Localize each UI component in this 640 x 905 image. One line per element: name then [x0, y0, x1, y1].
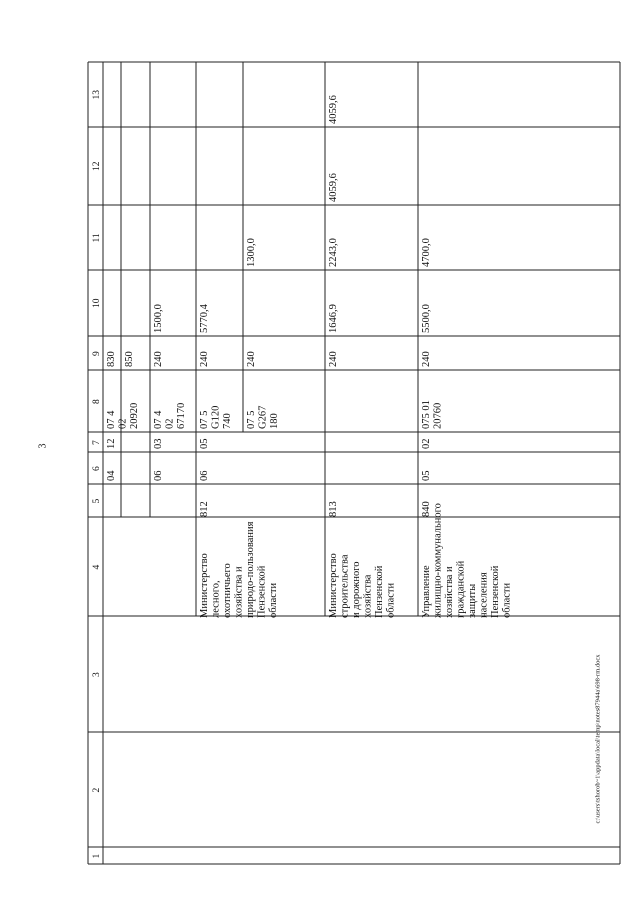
cell-r2-s1-col8 — [199, 406, 233, 429]
column-number-8-text: 8 — [92, 399, 102, 404]
column-number-8 — [92, 399, 102, 404]
cell-r2-s2-col8 — [246, 406, 280, 429]
cell-r1-s2-col9-text: 850 — [124, 351, 135, 367]
cell-r2-s2-col8-text: 07 5G267180 — [246, 405, 280, 429]
column-number-10 — [92, 298, 102, 308]
footer-file-path: c:\users\tshorob~1\appdata\local\temp\notes87944a\698-rm.docx — [594, 654, 602, 824]
column-number-5 — [92, 499, 102, 504]
cell-r3-s1-col12 — [328, 173, 339, 202]
cell-r3-s1-col9-text: 240 — [328, 351, 339, 367]
cell-r1-s1-col9 — [106, 351, 117, 367]
cell-r4-s1-col8-text: 075 0120760 — [421, 400, 444, 429]
cell-r4-s1-col6 — [421, 471, 432, 482]
department-code-2 — [199, 501, 210, 517]
column-number-1 — [92, 854, 102, 859]
cell-r4-s1-col10 — [421, 304, 432, 333]
cell-r1-s1-col8 — [106, 403, 140, 429]
department-code-2-text: 812 — [199, 501, 210, 517]
cell-r1-s3-col9 — [153, 351, 164, 367]
entity-name-2 — [199, 521, 279, 618]
cell-r4-s1-col7-text: 02 — [421, 438, 432, 449]
cell-r1-s3-col10 — [153, 304, 164, 333]
cell-r2-s1-col6 — [199, 471, 210, 482]
department-code-3-text: 813 — [328, 501, 339, 517]
cell-r1-s3-col6-text: 06 — [153, 470, 164, 481]
column-number-1-text: 1 — [92, 853, 102, 859]
cell-r2-s1-col6-text: 06 — [199, 470, 210, 481]
entity-name-3-text: Министерствостроительстваи дорожногохозяйстваПензенскойобласти — [328, 553, 397, 618]
budget-table — [88, 62, 620, 864]
cell-r4-s1-col8 — [421, 400, 444, 429]
column-number-13-text: 13 — [92, 90, 102, 100]
column-number-3 — [92, 672, 102, 677]
cell-r1-s3-col6 — [153, 471, 164, 482]
cell-r1-s1-col7 — [106, 439, 117, 450]
department-code-4 — [421, 501, 432, 517]
page-number: 3 — [37, 443, 49, 449]
cell-r2-s1-col10 — [199, 303, 210, 333]
entity-name-2-text: Министерстволесного,охотничьегохозяйства иприродо-пользованияПензенскойобласти — [199, 521, 279, 618]
cell-r4-s1-col7 — [421, 439, 432, 450]
column-number-5-text: 5 — [92, 498, 102, 504]
cell-r3-s1-col9 — [328, 351, 339, 367]
cell-r2-s1-col8-text: 07 5G120740 — [199, 405, 233, 429]
cell-r4-s1-col9 — [421, 351, 432, 367]
cell-r1-s3-col7 — [153, 439, 164, 450]
cell-r4-s1-col11 — [421, 238, 432, 267]
cell-r1-s1-col9-text: 830 — [106, 351, 117, 367]
cell-r1-s1-col6-text: 04 — [106, 470, 117, 481]
column-number-11-text: 11 — [92, 233, 102, 243]
column-number-7 — [92, 440, 102, 445]
cell-r3-s1-col13 — [328, 95, 339, 124]
cell-r2-s1-col10-text: 5770,4 — [199, 304, 210, 333]
cell-r1-s2-col9 — [124, 351, 135, 367]
cell-r3-s1-col10-text: 1646,9 — [328, 304, 339, 333]
cell-r2-s2-col9-text: 240 — [246, 351, 257, 367]
column-number-4 — [92, 565, 102, 570]
column-number-11 — [92, 233, 102, 242]
entity-name-4-text: Управлениежилищно-коммунальногохозяйства игражданскойзащитынаселенияПензенскойобласти — [421, 503, 513, 618]
cell-r1-s3-col10-text: 1500,0 — [153, 304, 164, 333]
budget-table-grid — [88, 62, 620, 864]
cell-r1-s1-col8-text: 07 40220920 — [106, 402, 140, 429]
cell-r2-s2-col11 — [246, 238, 257, 267]
cell-r4-s1-col10-text: 5500,0 — [421, 304, 432, 333]
department-code-4-text: 840 — [421, 501, 432, 517]
cell-r2-s1-col9-text: 240 — [199, 351, 210, 367]
cell-r1-s3-col8 — [153, 403, 187, 429]
cell-r2-s1-col7 — [199, 439, 210, 450]
column-number-2 — [92, 788, 102, 793]
cell-r3-s1-col12-text: 4059,6 — [328, 173, 339, 202]
cell-r1-s1-col7-text: 12 — [106, 438, 117, 449]
cell-r2-s1-col9 — [199, 351, 210, 367]
column-number-6 — [92, 466, 102, 471]
column-number-6-text: 6 — [92, 466, 102, 471]
cell-r4-s1-col9-text: 240 — [421, 351, 432, 367]
column-number-9 — [92, 351, 102, 356]
cell-r2-s2-col11-text: 1300,0 — [246, 238, 257, 267]
cell-r3-s1-col11 — [328, 238, 339, 267]
column-number-3-text: 3 — [92, 672, 102, 677]
column-number-2-text: 2 — [92, 787, 102, 793]
column-number-10-text: 10 — [92, 298, 102, 308]
cell-r1-s3-col7-text: 03 — [153, 438, 164, 449]
cell-r3-s1-col10 — [328, 304, 339, 333]
cell-r1-s3-col9-text: 240 — [153, 351, 164, 367]
column-number-9-text: 9 — [92, 351, 102, 356]
cell-r1-s3-col8-text: 07 40267170 — [153, 402, 187, 429]
cell-r1-s1-col6 — [106, 470, 117, 481]
cell-r4-s1-col11-text: 4700,0 — [421, 238, 432, 267]
column-number-7-text: 7 — [92, 440, 102, 445]
department-code-3 — [328, 501, 339, 517]
cell-r3-s1-col11-text: 2243,0 — [328, 238, 339, 267]
entity-name-4 — [421, 503, 513, 619]
column-number-4-text: 4 — [92, 564, 102, 570]
cell-r2-s1-col7-text: 05 — [199, 438, 210, 449]
cell-r2-s2-col9 — [246, 351, 257, 367]
cell-r3-s1-col13-text: 4059,6 — [328, 95, 339, 124]
entity-name-3 — [328, 553, 397, 618]
column-number-13 — [92, 90, 102, 100]
column-number-12-text: 12 — [92, 161, 102, 171]
column-number-12 — [92, 161, 102, 171]
cell-r4-s1-col6-text: 05 — [421, 470, 432, 481]
